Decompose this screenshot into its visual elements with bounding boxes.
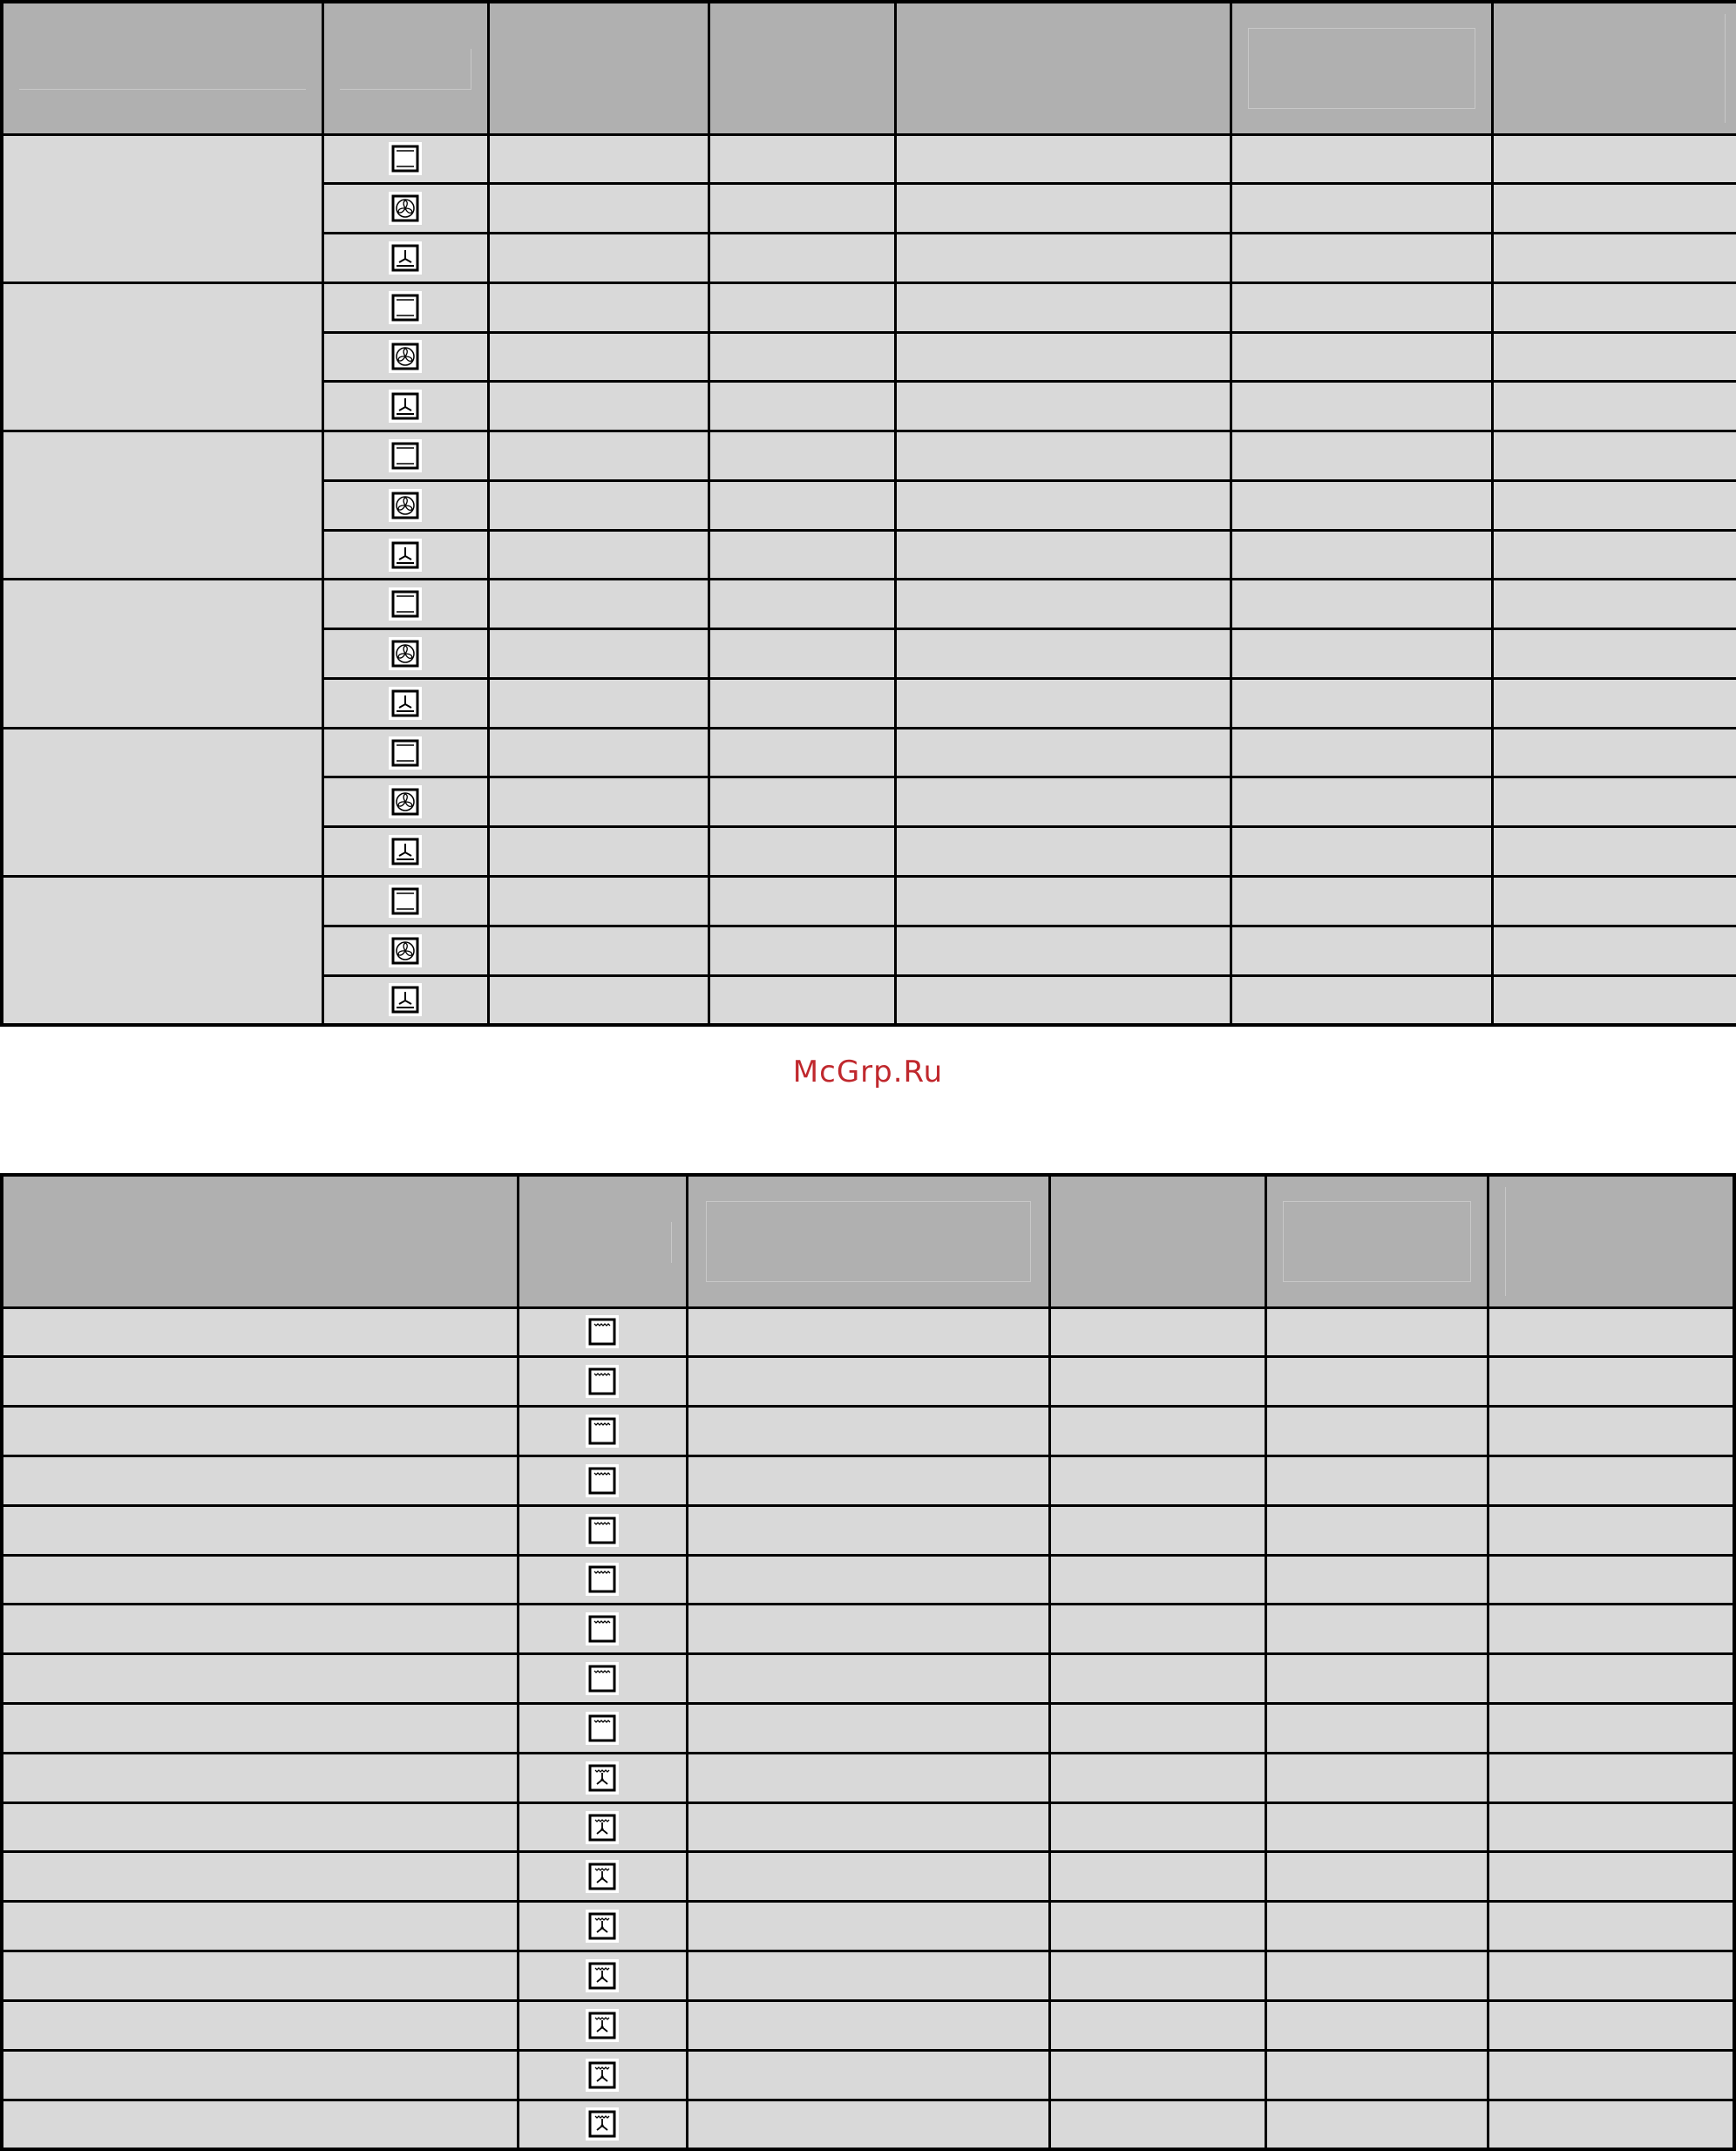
grilling-food-cell — [2, 1407, 518, 1456]
grilling-food-cell — [2, 1654, 518, 1704]
grilling-value-cell — [1265, 1951, 1488, 2001]
baking-mode-cell — [322, 777, 488, 827]
grilling-col-header-mode — [518, 1175, 687, 1307]
grilling-value-cell — [1488, 2100, 1734, 2149]
grilling-value-cell — [1265, 2050, 1488, 2100]
baking-value-cell — [1231, 629, 1492, 679]
fan-grill-icon — [586, 1860, 619, 1893]
grilling-col-header-5 — [1265, 1175, 1488, 1307]
baking-value-cell — [895, 678, 1231, 728]
grilling-table-row — [2, 1753, 1734, 1802]
baking-value-cell — [895, 480, 1231, 530]
grilling-food-cell — [2, 1802, 518, 1852]
grilling-value-cell — [687, 1951, 1049, 2001]
baking-mode-cell — [322, 629, 488, 679]
grilling-value-cell — [1265, 2100, 1488, 2149]
baking-mode-cell — [322, 134, 488, 184]
grilling-table-row — [2, 1307, 1734, 1357]
baking-value-cell — [488, 282, 709, 332]
baking-value-cell — [895, 382, 1231, 431]
baking-value-cell — [1492, 926, 1736, 975]
fan-bottom-heat-icon — [389, 241, 422, 275]
baking-table-body — [2, 134, 1736, 1025]
fan-grill-icon — [586, 1761, 619, 1795]
grilling-value-cell — [687, 1704, 1049, 1754]
baking-mode-cell — [322, 975, 488, 1025]
baking-value-cell — [709, 431, 895, 481]
baking-mode-cell — [322, 431, 488, 481]
grilling-value-cell — [1049, 1802, 1265, 1852]
grilling-table-row — [2, 2000, 1734, 2050]
grilling-value-cell — [1488, 1555, 1734, 1605]
grilling-value-cell — [1265, 1902, 1488, 1951]
grilling-food-cell — [2, 1704, 518, 1754]
grilling-food-cell — [2, 1505, 518, 1555]
grilling-value-cell — [1049, 1555, 1265, 1605]
grilling-mode-cell — [518, 1307, 687, 1357]
baking-value-cell — [895, 234, 1231, 283]
baking-value-cell — [895, 431, 1231, 481]
grill-icon — [586, 1315, 619, 1348]
baking-value-cell — [1492, 580, 1736, 629]
grilling-value-cell — [1049, 1605, 1265, 1654]
baking-value-cell — [1231, 234, 1492, 283]
fan-grill-icon — [586, 2059, 619, 2092]
baking-value-cell — [895, 282, 1231, 332]
baking-col-header-6 — [1231, 2, 1492, 134]
baking-value-cell — [709, 926, 895, 975]
grilling-value-cell — [687, 1307, 1049, 1357]
grilling-value-cell — [1265, 1852, 1488, 1902]
top-bottom-heat-icon — [389, 439, 422, 472]
grilling-value-cell — [1488, 2050, 1734, 2100]
baking-value-cell — [1231, 876, 1492, 926]
fan-grill-icon — [586, 1910, 619, 1943]
baking-value-cell — [709, 480, 895, 530]
grilling-value-cell — [1488, 1605, 1734, 1654]
grilling-col-header-6 — [1488, 1175, 1734, 1307]
baking-table-row — [2, 134, 1736, 184]
grilling-col-header-3 — [687, 1175, 1049, 1307]
grilling-value-cell — [1488, 2000, 1734, 2050]
baking-value-cell — [709, 777, 895, 827]
baking-value-cell — [709, 629, 895, 679]
grilling-table-row — [2, 1455, 1734, 1505]
grilling-mode-cell — [518, 1505, 687, 1555]
grilling-value-cell — [1488, 1951, 1734, 2001]
grilling-value-cell — [687, 1605, 1049, 1654]
baking-mode-cell — [322, 282, 488, 332]
grilling-mode-cell — [518, 1704, 687, 1754]
baking-value-cell — [709, 728, 895, 777]
grilling-value-cell — [1265, 1357, 1488, 1407]
grilling-table-row — [2, 1357, 1734, 1407]
baking-value-cell — [1231, 827, 1492, 877]
grilling-value-cell — [1488, 1753, 1734, 1802]
fan-bottom-heat-icon — [389, 539, 422, 572]
grilling-value-cell — [1049, 2100, 1265, 2149]
grilling-table-row — [2, 1802, 1734, 1852]
baking-value-cell — [709, 678, 895, 728]
top-bottom-heat-icon — [389, 587, 422, 621]
grilling-value-cell — [687, 1753, 1049, 1802]
baking-col-header-food — [2, 2, 322, 134]
baking-value-cell — [1231, 134, 1492, 184]
fan-grill-icon — [586, 1959, 619, 1992]
grill-icon — [586, 1712, 619, 1745]
baking-value-cell — [895, 184, 1231, 234]
baking-value-cell — [1492, 184, 1736, 234]
grilling-table-row — [2, 1704, 1734, 1754]
baking-value-cell — [1231, 678, 1492, 728]
grilling-table — [0, 1173, 1736, 2151]
grilling-value-cell — [1049, 1951, 1265, 2001]
baking-value-cell — [1492, 530, 1736, 580]
baking-value-cell — [488, 480, 709, 530]
baking-value-cell — [895, 629, 1231, 679]
baking-col-header-7 — [1492, 2, 1736, 134]
baking-value-cell — [1231, 382, 1492, 431]
grilling-value-cell — [1488, 1852, 1734, 1902]
baking-value-cell — [488, 926, 709, 975]
grilling-value-cell — [1049, 1407, 1265, 1456]
grilling-value-cell — [1049, 1902, 1265, 1951]
baking-mode-cell — [322, 530, 488, 580]
grilling-value-cell — [1488, 1802, 1734, 1852]
grilling-value-cell — [1049, 2050, 1265, 2100]
baking-value-cell — [488, 234, 709, 283]
grilling-value-cell — [1488, 1407, 1734, 1456]
baking-value-cell — [1492, 777, 1736, 827]
baking-value-cell — [1492, 480, 1736, 530]
baking-value-cell — [895, 975, 1231, 1025]
baking-value-cell — [895, 728, 1231, 777]
baking-table-row — [2, 876, 1736, 926]
grilling-food-cell — [2, 1605, 518, 1654]
baking-table-row — [2, 282, 1736, 332]
grilling-table-row — [2, 1505, 1734, 1555]
grilling-food-cell — [2, 1555, 518, 1605]
baking-value-cell — [488, 975, 709, 1025]
baking-value-cell — [488, 134, 709, 184]
baking-value-cell — [709, 332, 895, 382]
grilling-mode-cell — [518, 1654, 687, 1704]
grilling-value-cell — [1265, 1654, 1488, 1704]
baking-value-cell — [709, 234, 895, 283]
grilling-mode-cell — [518, 1357, 687, 1407]
grill-icon — [586, 1563, 619, 1596]
grilling-table-row — [2, 1902, 1734, 1951]
baking-value-cell — [709, 827, 895, 877]
grilling-value-cell — [1265, 1802, 1488, 1852]
grilling-mode-cell — [518, 1902, 687, 1951]
grilling-table-row — [2, 2100, 1734, 2149]
fan-grill-icon — [586, 2009, 619, 2042]
fan-oven-icon — [389, 192, 422, 225]
baking-table-header — [2, 2, 1736, 134]
fan-oven-icon — [389, 934, 422, 967]
grill-icon — [586, 1415, 619, 1448]
baking-value-cell — [1492, 431, 1736, 481]
baking-value-cell — [1231, 332, 1492, 382]
grilling-value-cell — [687, 1654, 1049, 1704]
baking-value-cell — [488, 629, 709, 679]
baking-food-group-cell — [2, 728, 322, 876]
baking-col-header-4 — [709, 2, 895, 134]
grilling-value-cell — [1488, 1357, 1734, 1407]
grilling-mode-cell — [518, 1753, 687, 1802]
baking-table — [0, 0, 1736, 1027]
grilling-table-row — [2, 1407, 1734, 1456]
top-bottom-heat-icon — [389, 142, 422, 175]
fan-bottom-heat-icon — [389, 983, 422, 1016]
baking-value-cell — [1492, 282, 1736, 332]
grilling-mode-cell — [518, 1555, 687, 1605]
baking-value-cell — [1231, 530, 1492, 580]
baking-value-cell — [709, 134, 895, 184]
baking-value-cell — [709, 184, 895, 234]
baking-mode-cell — [322, 332, 488, 382]
baking-value-cell — [488, 580, 709, 629]
grilling-value-cell — [1049, 1357, 1265, 1407]
watermark-text: McGrp.Ru — [792, 1055, 944, 1089]
baking-value-cell — [1492, 332, 1736, 382]
baking-mode-cell — [322, 480, 488, 530]
baking-food-group-cell — [2, 282, 322, 431]
baking-value-cell — [1231, 184, 1492, 234]
grilling-table-row — [2, 1654, 1734, 1704]
grilling-value-cell — [687, 2000, 1049, 2050]
baking-value-cell — [488, 678, 709, 728]
grilling-value-cell — [687, 1455, 1049, 1505]
baking-value-cell — [895, 876, 1231, 926]
grilling-value-cell — [1488, 1505, 1734, 1555]
grilling-value-cell — [1488, 1455, 1734, 1505]
baking-mode-cell — [322, 678, 488, 728]
grilling-food-cell — [2, 2000, 518, 2050]
grilling-value-cell — [687, 2050, 1049, 2100]
baking-value-cell — [1231, 480, 1492, 530]
baking-value-cell — [1492, 827, 1736, 877]
baking-value-cell — [1231, 975, 1492, 1025]
baking-value-cell — [488, 184, 709, 234]
grilling-table-header — [2, 1175, 1734, 1307]
baking-mode-cell — [322, 926, 488, 975]
grilling-value-cell — [1049, 1505, 1265, 1555]
grilling-value-cell — [1265, 1505, 1488, 1555]
grilling-food-cell — [2, 2100, 518, 2149]
grilling-table-row — [2, 1555, 1734, 1605]
grilling-table-row — [2, 1852, 1734, 1902]
baking-value-cell — [895, 332, 1231, 382]
fan-oven-icon — [389, 637, 422, 670]
grilling-value-cell — [687, 1852, 1049, 1902]
grill-icon — [586, 1514, 619, 1547]
grilling-table-row — [2, 2050, 1734, 2100]
baking-mode-cell — [322, 580, 488, 629]
baking-col-header-5 — [895, 2, 1231, 134]
grilling-food-cell — [2, 1357, 518, 1407]
baking-value-cell — [488, 777, 709, 827]
baking-value-cell — [1492, 629, 1736, 679]
grilling-value-cell — [1265, 1307, 1488, 1357]
grilling-food-cell — [2, 1852, 518, 1902]
baking-value-cell — [1492, 975, 1736, 1025]
baking-value-cell — [895, 926, 1231, 975]
baking-col-header-3 — [488, 2, 709, 134]
grill-icon — [586, 1365, 619, 1398]
grill-icon — [586, 1612, 619, 1645]
grilling-food-cell — [2, 1951, 518, 2001]
fan-oven-icon — [389, 785, 422, 818]
baking-mode-cell — [322, 876, 488, 926]
grilling-col-header-food — [2, 1175, 518, 1307]
baking-value-cell — [1231, 431, 1492, 481]
baking-value-cell — [709, 975, 895, 1025]
baking-value-cell — [1492, 382, 1736, 431]
baking-value-cell — [488, 382, 709, 431]
baking-value-cell — [895, 530, 1231, 580]
grilling-value-cell — [1265, 1704, 1488, 1754]
baking-col-header-mode — [322, 2, 488, 134]
grilling-food-cell — [2, 1753, 518, 1802]
grilling-value-cell — [687, 1555, 1049, 1605]
grilling-mode-cell — [518, 1852, 687, 1902]
baking-value-cell — [1231, 926, 1492, 975]
baking-food-group-cell — [2, 876, 322, 1025]
grilling-value-cell — [1049, 1753, 1265, 1802]
grilling-mode-cell — [518, 2100, 687, 2149]
grilling-value-cell — [1488, 1307, 1734, 1357]
baking-value-cell — [1492, 728, 1736, 777]
grilling-food-cell — [2, 1455, 518, 1505]
baking-value-cell — [709, 876, 895, 926]
baking-value-cell — [488, 431, 709, 481]
baking-value-cell — [488, 530, 709, 580]
grilling-value-cell — [1488, 1902, 1734, 1951]
grilling-value-cell — [687, 1802, 1049, 1852]
grilling-table-row — [2, 1605, 1734, 1654]
grilling-table-row — [2, 1951, 1734, 2001]
grilling-value-cell — [1488, 1654, 1734, 1704]
baking-mode-cell — [322, 234, 488, 283]
fan-oven-icon — [389, 340, 422, 373]
grilling-food-cell — [2, 1902, 518, 1951]
grilling-value-cell — [1049, 1654, 1265, 1704]
baking-value-cell — [1231, 580, 1492, 629]
baking-food-group-cell — [2, 134, 322, 282]
grilling-col-header-4 — [1049, 1175, 1265, 1307]
fan-bottom-heat-icon — [389, 835, 422, 868]
grilling-value-cell — [687, 1357, 1049, 1407]
grilling-mode-cell — [518, 1802, 687, 1852]
grilling-value-cell — [1488, 1704, 1734, 1754]
fan-grill-icon — [586, 1811, 619, 1844]
baking-value-cell — [895, 134, 1231, 184]
baking-value-cell — [1231, 282, 1492, 332]
grilling-value-cell — [1265, 1455, 1488, 1505]
grilling-value-cell — [1049, 1852, 1265, 1902]
baking-value-cell — [1231, 777, 1492, 827]
grilling-value-cell — [687, 1902, 1049, 1951]
baking-value-cell — [488, 332, 709, 382]
baking-mode-cell — [322, 184, 488, 234]
baking-value-cell — [709, 282, 895, 332]
grilling-value-cell — [1049, 1307, 1265, 1357]
baking-mode-cell — [322, 728, 488, 777]
fan-grill-icon — [586, 2107, 619, 2141]
fan-oven-icon — [389, 489, 422, 522]
grilling-mode-cell — [518, 1407, 687, 1456]
baking-value-cell — [709, 382, 895, 431]
baking-value-cell — [488, 728, 709, 777]
grill-icon — [586, 1464, 619, 1497]
grilling-food-cell — [2, 2050, 518, 2100]
grilling-value-cell — [1049, 2000, 1265, 2050]
grilling-value-cell — [1265, 2000, 1488, 2050]
grilling-value-cell — [687, 2100, 1049, 2149]
grilling-table-body — [2, 1307, 1734, 2149]
baking-value-cell — [895, 827, 1231, 877]
fan-bottom-heat-icon — [389, 390, 422, 423]
grilling-value-cell — [687, 1407, 1049, 1456]
baking-value-cell — [895, 580, 1231, 629]
grilling-value-cell — [1049, 1455, 1265, 1505]
grilling-value-cell — [1265, 1605, 1488, 1654]
baking-mode-cell — [322, 827, 488, 877]
baking-value-cell — [1492, 876, 1736, 926]
grill-icon — [586, 1662, 619, 1695]
grilling-value-cell — [1049, 1704, 1265, 1754]
grilling-value-cell — [1265, 1407, 1488, 1456]
grilling-mode-cell — [518, 1951, 687, 2001]
baking-mode-cell — [322, 382, 488, 431]
grilling-value-cell — [1265, 1555, 1488, 1605]
baking-table-row — [2, 728, 1736, 777]
baking-table-row — [2, 431, 1736, 481]
baking-table-row — [2, 580, 1736, 629]
grilling-value-cell — [687, 1505, 1049, 1555]
top-bottom-heat-icon — [389, 885, 422, 918]
fan-bottom-heat-icon — [389, 687, 422, 720]
baking-value-cell — [1492, 678, 1736, 728]
grilling-mode-cell — [518, 1605, 687, 1654]
baking-value-cell — [709, 580, 895, 629]
baking-food-group-cell — [2, 580, 322, 728]
top-bottom-heat-icon — [389, 736, 422, 770]
grilling-value-cell — [1265, 1753, 1488, 1802]
top-bottom-heat-icon — [389, 291, 422, 324]
grilling-mode-cell — [518, 2000, 687, 2050]
baking-value-cell — [1492, 134, 1736, 184]
grilling-mode-cell — [518, 1455, 687, 1505]
baking-value-cell — [488, 827, 709, 877]
grilling-mode-cell — [518, 2050, 687, 2100]
grilling-food-cell — [2, 1307, 518, 1357]
baking-value-cell — [895, 777, 1231, 827]
baking-food-group-cell — [2, 431, 322, 580]
baking-value-cell — [488, 876, 709, 926]
baking-value-cell — [1492, 234, 1736, 283]
baking-value-cell — [1231, 728, 1492, 777]
baking-value-cell — [709, 530, 895, 580]
